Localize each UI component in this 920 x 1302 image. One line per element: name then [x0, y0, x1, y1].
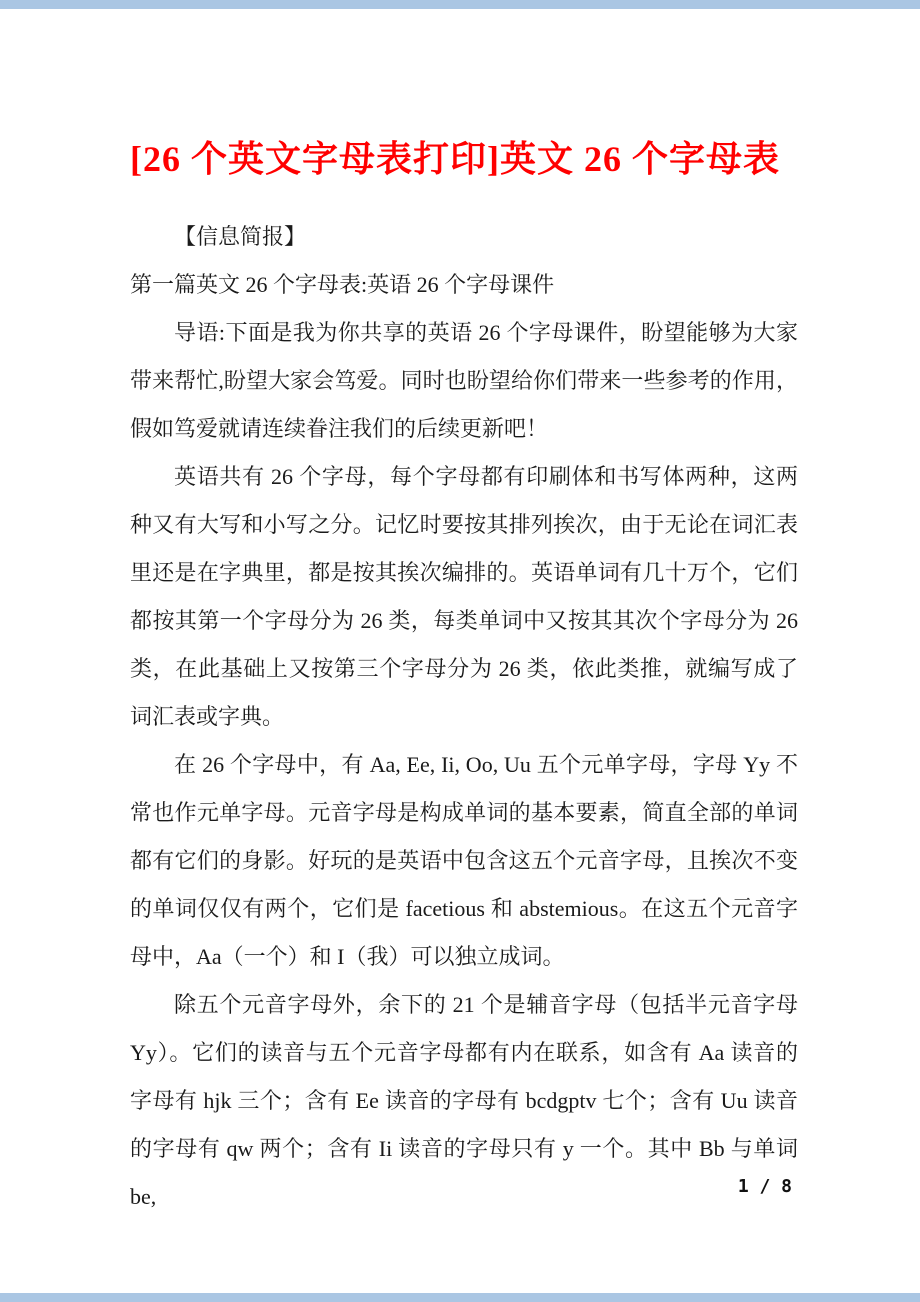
page-number-indicator: 1 / 8	[737, 1176, 792, 1197]
paragraph-consonants: 除五个元音字母外，余下的 21 个是辅音字母（包括半元音字母 Yy）。它们的读音与五个元音字母都有内在联系，如含有 Aa 读音的字母有 hjk 三个；含有 Ee 读音的字母有 bcdgptv 七个；含有 Uu 读音的字母有 qw 两个；含有 Ii 读音的字母只有 y 一个。其中 Bb 与单词 be,	[130, 992, 798, 1209]
paragraph-vowels: 在 26 个字母中，有 Aa, Ee, Ii, Oo, Uu 五个元单字母，字母 Yy 不常也作元单字母。元音字母是构成单词的基本要素，简直全部的单词都有它们的身影。好玩的是英语中包含这五个元音字母，且挨次不变的单词仅仅有两个，它们是 facetious 和 abstemious。在这五个元音字母中，Aa（一个）和 I（我）可以独立成词。	[130, 752, 798, 969]
document-page	[0, 9, 920, 1293]
section-heading: 【信息简报】	[174, 224, 307, 249]
viewer-bottom-border	[0, 1293, 920, 1302]
viewer-top-border	[0, 0, 920, 9]
paragraph-alphabet-overview: 英语共有 26 个字母，每个字母都有印刷体和书写体两种，这两种又有大写和小写之分。记忆时要按其排列挨次，由于无论在词汇表里还是在字典里，都是按其挨次编排的。英语单词有几十万个，它们都按其第一个字母分为 26 类，每类单词中又按其其次个字母分为 26 类，在此基础上又按第三个字母分为 26 类，依此类推，就编写成了词汇表或字典。	[130, 464, 798, 729]
paragraph-intro: 导语:下面是我为你共享的英语 26 个字母课件，盼望能够为大家带来帮忙,盼望大家会笃爱。同时也盼望给你们带来一些参考的作用，假如笃爱就请连续眷注我们的后续更新吧！	[130, 320, 798, 441]
document-title: [26 个英文字母表打印]英文 26 个字母表	[130, 139, 780, 179]
paragraph-first-article: 第一篇英文 26 个字母表:英语 26 个字母课件	[130, 272, 555, 297]
